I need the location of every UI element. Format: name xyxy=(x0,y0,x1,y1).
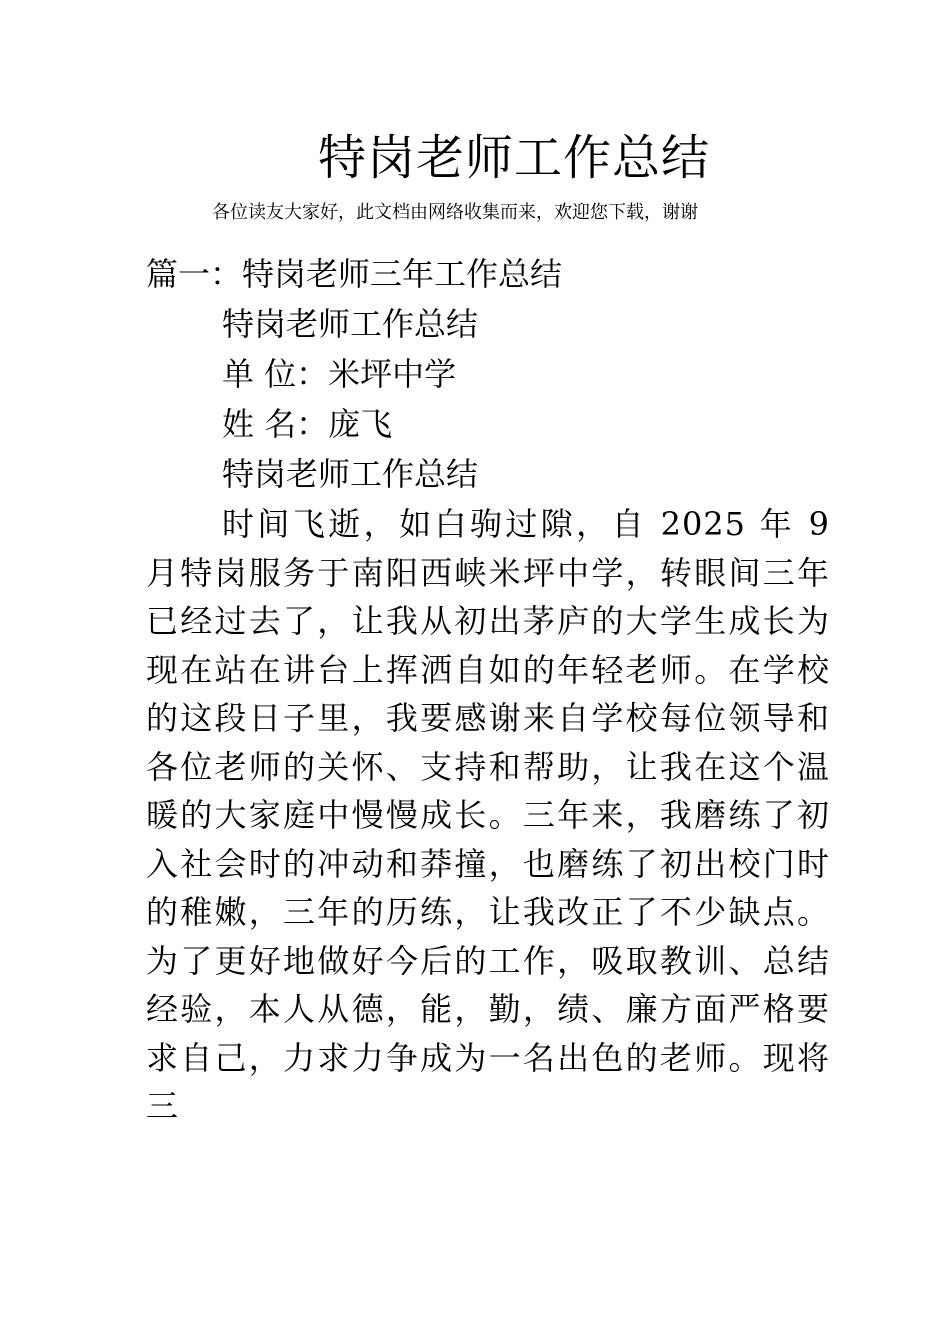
name-line: 姓 名：庞飞 xyxy=(222,405,393,443)
download-notice: 各位读友大家好，此文档由网络收集而来，欢迎您下载，谢谢 xyxy=(212,202,698,223)
section-heading: 篇一：特岗老师三年工作总结 xyxy=(146,255,563,293)
document-title: 特岗老师工作总结 xyxy=(318,130,711,186)
body-paragraph: 时间飞逝，如白驹过隙，自 2025 年 9 月特岗服务于南阳西峡米坪中学，转眼间三年已经过去了，让我从初出茅庐的大学生成长为现在站在讲台上挥洒自如的年轻老师。在学校的这段日子里，我要感谢来自学校每位领导和各位老师的关怀、支持和帮助，让我在这个温暖的大家庭中慢慢成长。三年来，我磨练了初入社会时的冲动和莽撞，也磨练了初出校门时的稚嫩，三年的历练，让我改正了不少缺点。为了更好地做好今后的工作，吸取教训、总结经验，本人从德，能，勤，绩、廉方面严格要求自己，力求力争成为一名出色的老师。现将三 xyxy=(146,505,830,1125)
repeat-title-line: 特岗老师工作总结 xyxy=(222,455,479,493)
unit-line: 单 位：米坪中学 xyxy=(222,355,457,393)
subtitle-line: 特岗老师工作总结 xyxy=(222,305,479,343)
